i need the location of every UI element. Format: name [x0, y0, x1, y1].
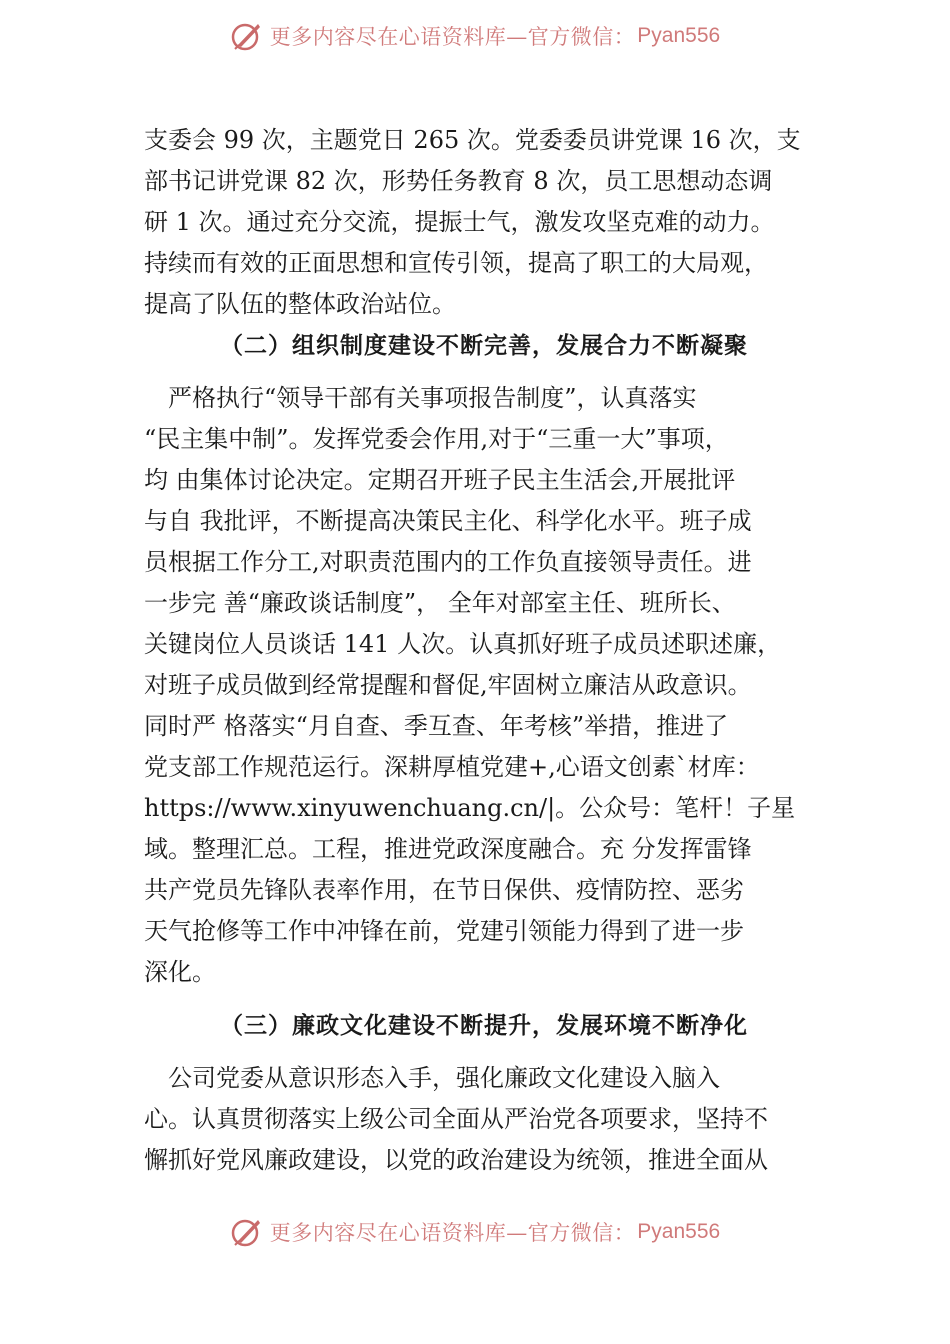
text-line: 懈抓好党风廉政建设，以党的政治建设为统领，推进全面从: [144, 1146, 768, 1174]
text-line: 与自 我批评，不断提高决策民主化、科学化水平。班子成: [144, 507, 752, 535]
quill-pen-logo-icon: [230, 1215, 264, 1249]
footer-wechat-id: Pyan556: [637, 1220, 721, 1243]
text-line: 支委会 99 次，主题党日 265 次。党委委员讲党课 16 次，支: [144, 126, 801, 154]
document-body: [144, 120, 824, 1181]
header-wechat-id: Pyan556: [637, 24, 721, 47]
quill-pen-logo-icon: [230, 19, 264, 53]
text-line: “民主集中制”。发挥党委会作用,对于“三重一大”事项，: [144, 425, 729, 453]
text-line: 深化。: [144, 958, 216, 986]
text-line: 域。整理汇总。工程，推进党政深度融合。充 分发挥雷锋: [144, 835, 752, 863]
text-line: 对班子成员做到经常提醒和督促,牢固树立廉洁从政意识。: [144, 671, 752, 699]
section-heading-3: （三）廉政文化建设不断提升，发展环境不断净化: [220, 1012, 748, 1039]
text-line: 公司党委从意识形态入手，强化廉政文化建设入脑入: [144, 1064, 720, 1092]
paragraph-2: [144, 378, 824, 993]
text-line: 党支部工作规范运行。深耕厚植党建+,心语文创素`材库：: [144, 753, 760, 781]
paragraph-1: [144, 120, 824, 325]
header-watermark: [0, 14, 950, 58]
text-line: 均 由集体讨论决定。定期召开班子民主生活会,开展批评: [144, 466, 736, 494]
footer-watermark-text: 更多内容尽在心语资料库—官方微信：: [269, 1221, 636, 1245]
text-line: 一步完 善“廉政谈话制度”， 全年对部室主任、班所长、: [144, 589, 736, 617]
footer-watermark: [0, 1210, 950, 1254]
text-line: 心。认真贯彻落实上级公司全面从严治党各项要求，坚持不: [144, 1105, 768, 1133]
text-line-url: https://www.xinyuwenchuang.cn/|。公众号：笔杆！子星: [144, 794, 796, 822]
text-line: 员根据工作分工,对职责范围内的工作负直接领导责任。进: [144, 548, 752, 576]
text-line: 共产党员先锋队表率作用，在节日保供、疫情防控、恶劣: [144, 876, 744, 904]
text-line: 同时严 格落实“月自查、季互查、年考核”举措，推进了: [144, 712, 729, 740]
text-line: 持续而有效的正面思想和宣传引领，提高了职工的大局观，: [144, 249, 768, 277]
text-line: 部书记讲党课 82 次，形势任务教育 8 次，员工思想动态调: [144, 167, 773, 195]
text-line: 严格执行“领导干部有关事项报告制度”，认真落实: [144, 384, 697, 412]
text-line: 天气抢修等工作中冲锋在前，党建引领能力得到了进一步: [144, 917, 744, 945]
paragraph-3: [144, 1058, 824, 1181]
text-line: 研 1 次。通过充分交流，提振士气，激发攻坚克难的动力。: [144, 208, 775, 236]
text-line: 关键岗位人员谈话 141 人次。认真抓好班子成员述职述廉，: [144, 630, 782, 658]
header-watermark-text: 更多内容尽在心语资料库—官方微信：: [269, 25, 636, 49]
text-line: 提高了队伍的整体政治站位。: [144, 290, 456, 318]
section-heading-2: （二）组织制度建设不断完善，发展合力不断凝聚: [220, 332, 748, 359]
